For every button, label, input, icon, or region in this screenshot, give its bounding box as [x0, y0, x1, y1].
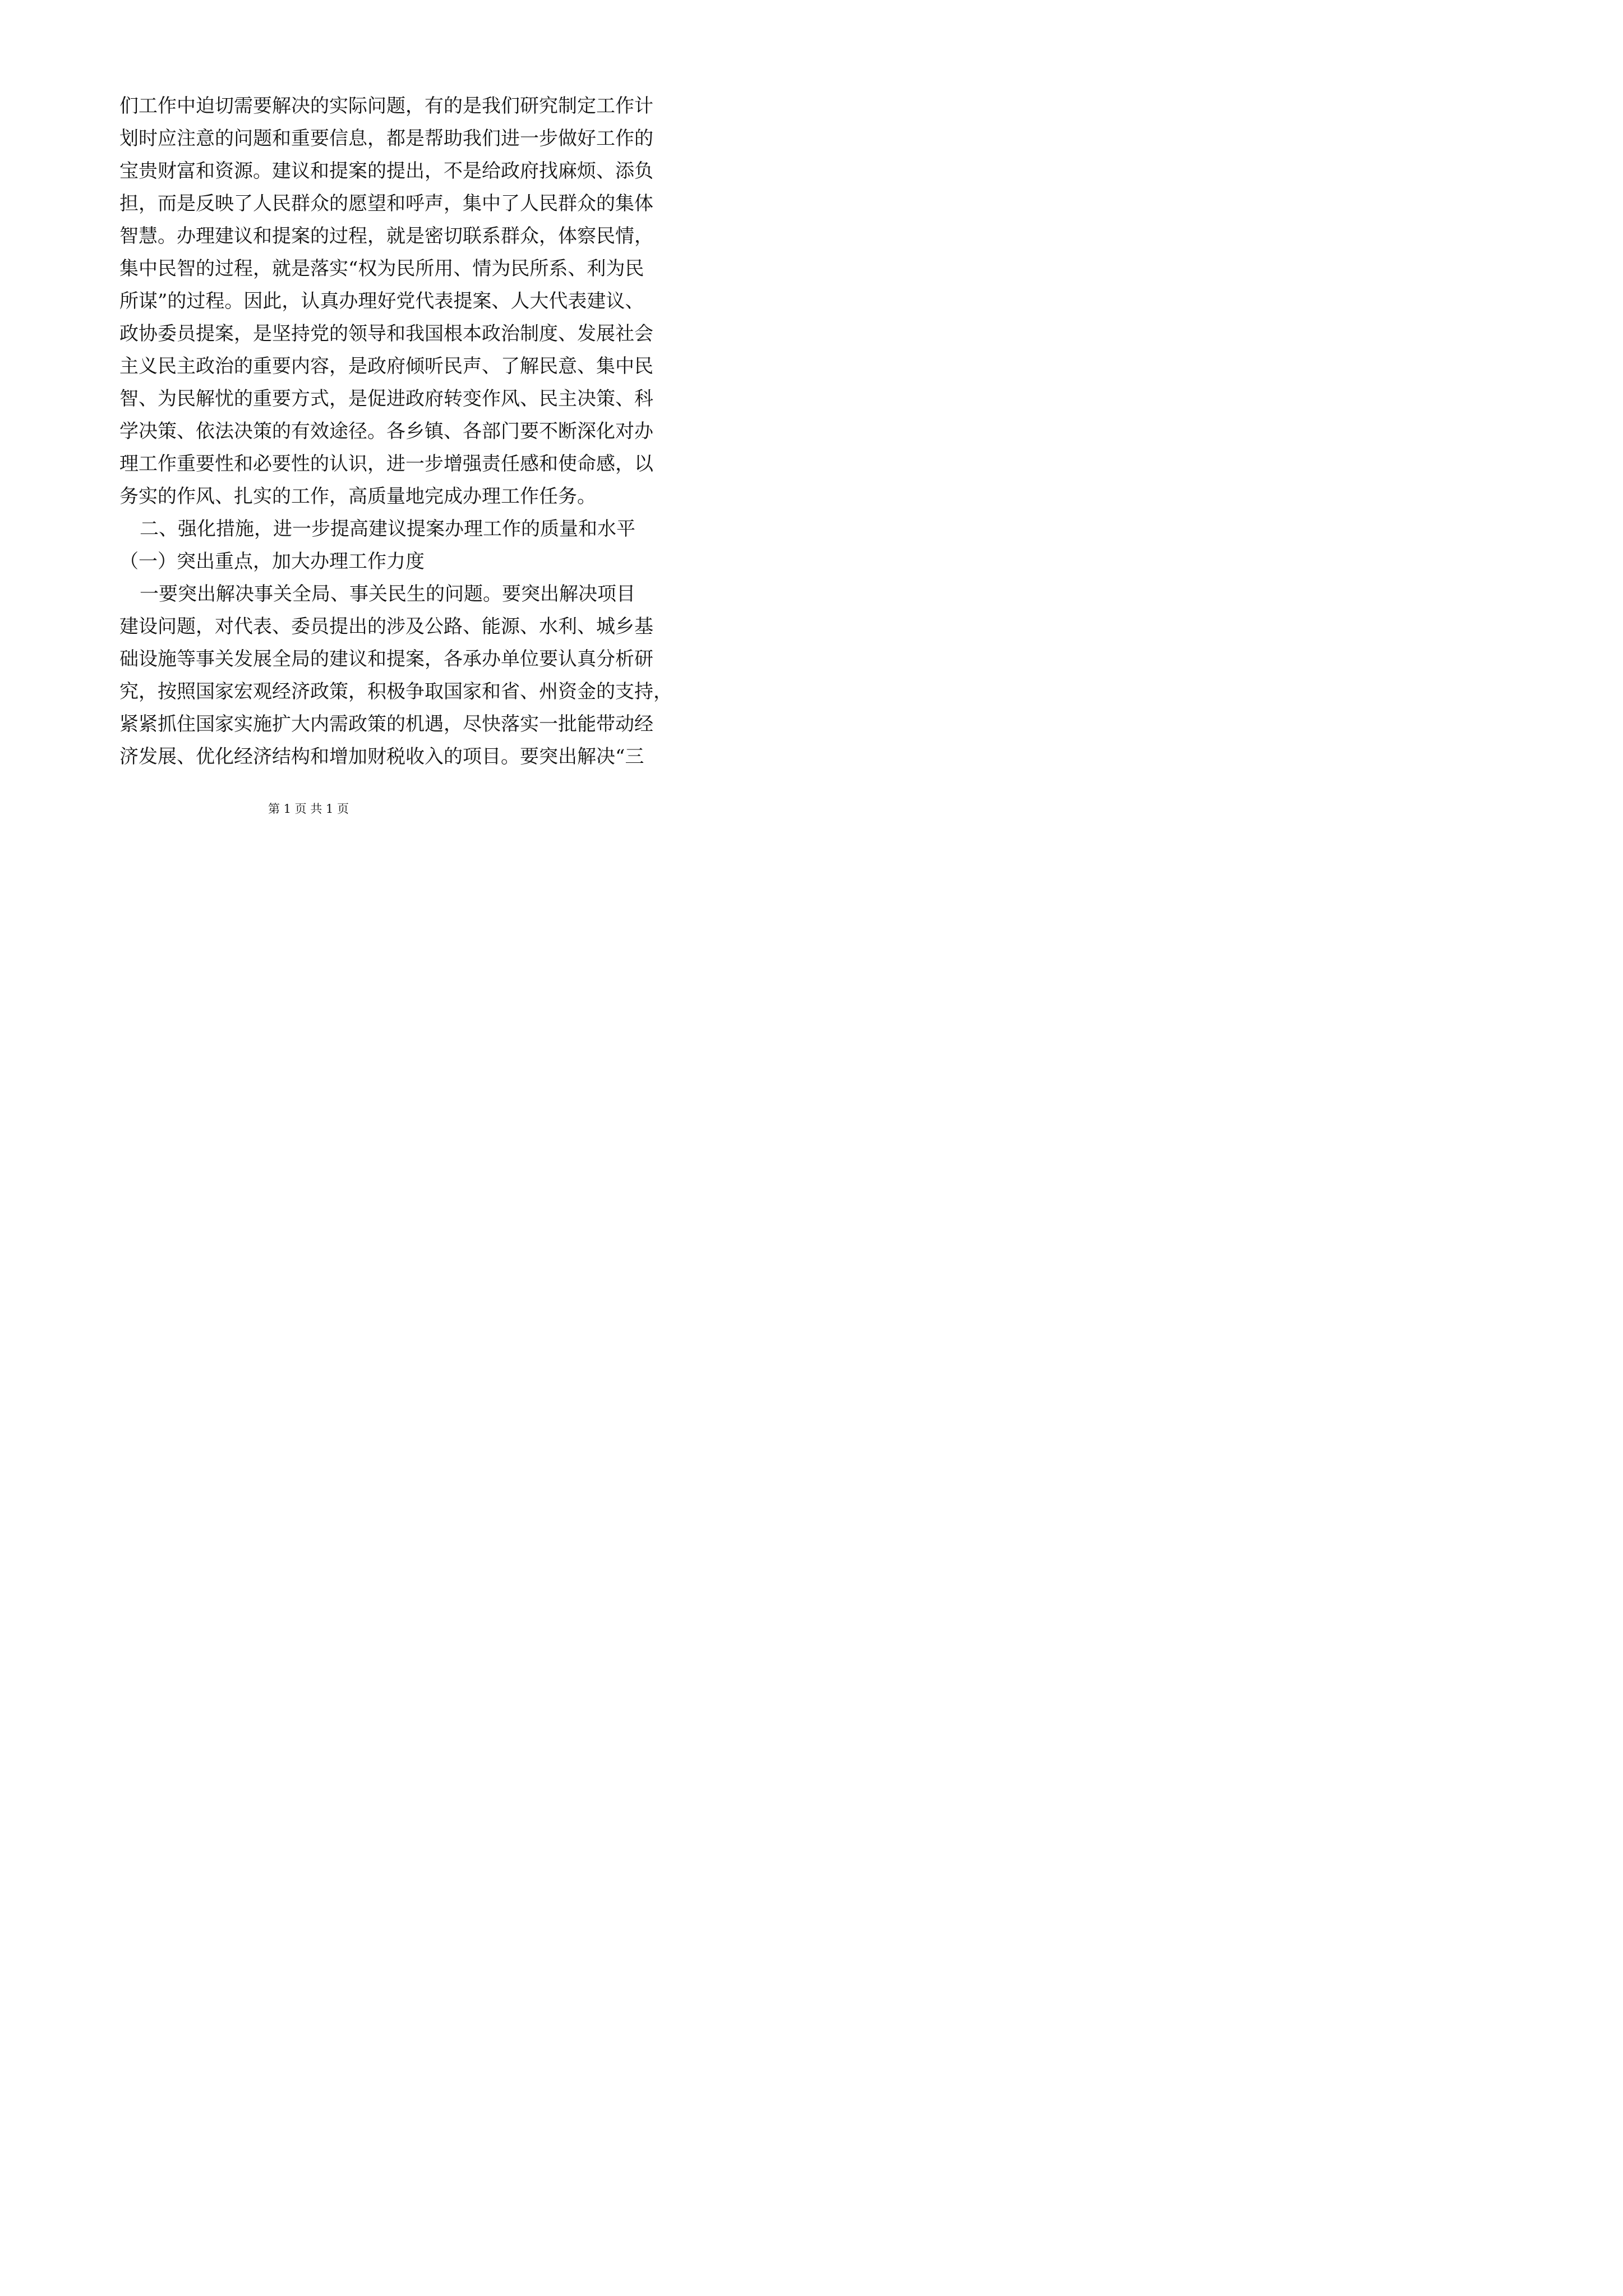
body-text-line: 们工作中迫切需要解决的实际问题，有的是我们研究制定工作计: [119, 95, 653, 117]
body-text-line: 智、为民解忧的重要方式，是促进政府转变作风、民主决策、科: [119, 388, 653, 410]
body-text-line: 智慧。办理建议和提案的过程，就是密切联系群众，体察民情，: [119, 225, 653, 247]
body-text-line: 宝贵财富和资源。建议和提案的提出，不是给政府找麻烦、添负: [119, 160, 653, 182]
body-text-line: 政协委员提案，是坚持党的领导和我国根本政治制度、发展社会: [119, 323, 653, 345]
body-text-line: 础设施等事关发展全局的建议和提案，各承办单位要认真分析研: [119, 648, 653, 670]
body-text-line: 划时应注意的问题和重要信息，都是帮助我们进一步做好工作的: [119, 127, 653, 150]
body-text-line: 学决策、依法决策的有效途径。各乡镇、各部门要不断深化对办: [119, 420, 653, 443]
body-text-line: 务实的作风、扎实的工作，高质量地完成办理工作任务。: [119, 485, 596, 508]
body-text-line: 所谋”的过程。因此，认真办理好党代表提案、人大代表建议、: [119, 290, 644, 312]
body-text-line: 理工作重要性和必要性的认识，进一步增强责任感和使命感，以: [119, 453, 653, 475]
body-text-line: 主义民主政治的重要内容，是政府倾听民声、了解民意、集中民: [119, 355, 653, 378]
body-text-line: 集中民智的过程，就是落实“权为民所用、情为民所系、利为民: [119, 257, 644, 280]
subsection-heading: （一）突出重点，加大办理工作力度: [119, 550, 425, 573]
document-page: [0, 0, 672, 872]
section-heading: 二、强化措施，进一步提高建议提案办理工作的质量和水平: [140, 518, 635, 540]
body-text-line: 担，而是反映了人民群众的愿望和呼声，集中了人民群众的集体: [119, 192, 653, 215]
body-text-line: 究，按照国家宏观经济政策，积极争取国家和省、州资金的支持，: [119, 680, 672, 703]
body-text-line: 一要突出解决事关全局、事关民生的问题。要突出解决项目: [140, 583, 635, 605]
body-text-line: 建设问题，对代表、委员提出的涉及公路、能源、水利、城乡基: [119, 615, 653, 638]
body-text-line: 济发展、优化经济结构和增加财税收入的项目。要突出解决“三: [119, 746, 644, 768]
body-text-line: 紧紧抓住国家实施扩大内需政策的机遇，尽快落实一批能带动经: [119, 713, 653, 735]
page-footer: 第 1 页 共 1 页: [268, 802, 349, 816]
